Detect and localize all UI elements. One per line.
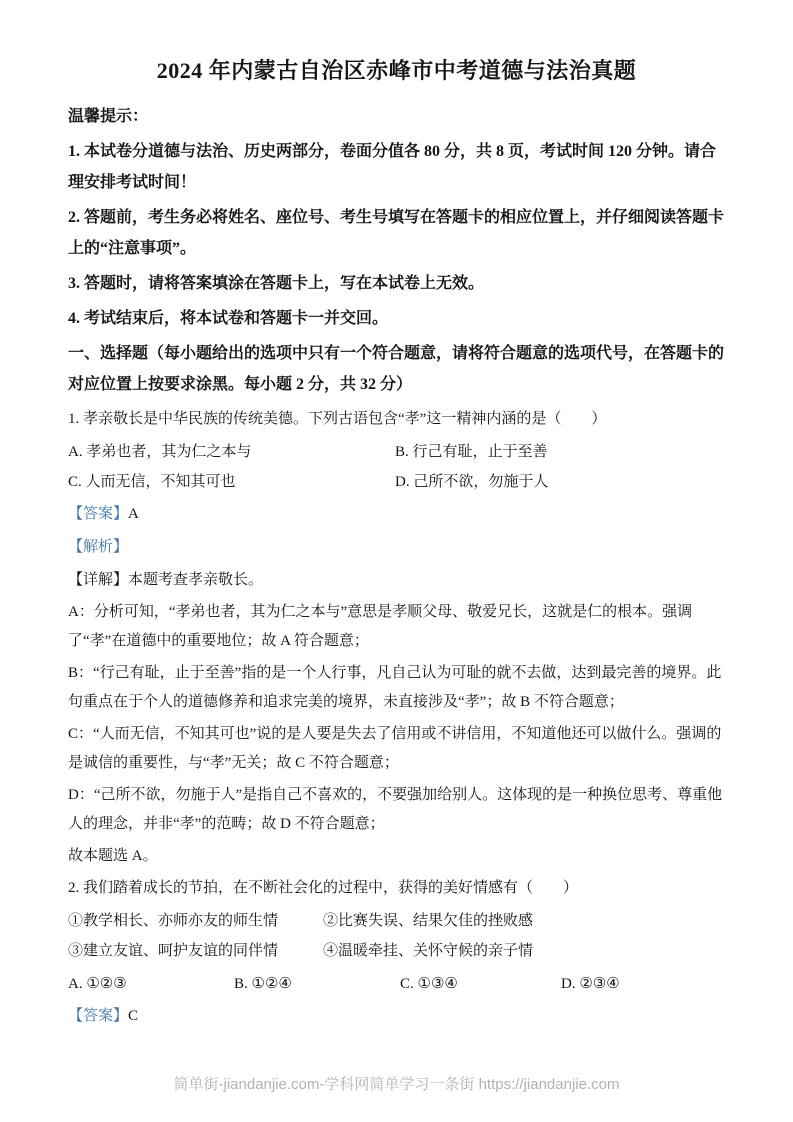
question-1-option-a: A. 孝弟也者，其为仁之本与 — [68, 444, 252, 460]
footer-watermark: 简单街-jiandanjie.com-学科网简单学习一条街 https://jiandanjie.com — [173, 1076, 620, 1093]
analysis-paragraph-c: C：“人而无信，不知其可也”说的是人要是失去了信用或不讲信用，不知道他还可以做什么。强调的是诚信的重要性，与“孝”无关；故 C 不符合题意； — [68, 726, 722, 771]
notice-item-3: 3. 答题时，请将答案填涂在答题卡上，写在本试卷上无效。 — [68, 275, 485, 292]
question-1-option-d: D. 己所不欲，勿施于人 — [395, 474, 549, 490]
question-2-answer-line — [68, 1002, 725, 1031]
analysis-paragraph-b: B：“行己有耻，止于至善”指的是一个人行事，凡自己认为可耻的就不去做，达到最完善的境界。此句重点在于个人的道德修养和追求完美的境界，未直接涉及“孝”；故 B 不符合题意； — [68, 665, 722, 710]
detail-text: 本题考查孝亲敬长。 — [128, 572, 264, 588]
analysis-paragraph-a: A：分析可知，“孝弟也者，其为仁之本与”意思是孝顺父母、敬爱兄长，这就是仁的根本。强调了“孝”在道德中的重要地位；故 A 符合题意； — [68, 604, 693, 649]
analysis-paragraph-d: D：“己所不欲，勿施于人”是指自己不喜欢的，不要强加给别人。这体现的是一种换位思考、尊重他人的理念，并非“孝”的范畴；故 D 不符合题意； — [68, 787, 723, 832]
notice-item-1: 1. 本试卷分道德与法治、历史两部分，卷面分值各 80 分，共 8 页，考试时间 120 分钟。请合理安排考试时间！ — [68, 143, 717, 191]
detail-label: 【详解】 — [68, 572, 129, 588]
question-2-item-1: ①教学相长、亦师亦友的师生情 — [68, 913, 279, 929]
question-1 — [68, 405, 725, 871]
answer-value: C — [128, 1008, 139, 1024]
answer-value: A — [128, 506, 139, 522]
question-2-item-2: ②比赛失误、结果欠佳的挫败感 — [323, 913, 534, 929]
page-title: 2024 年内蒙古自治区赤峰市中考道德与法治真题 — [156, 58, 637, 83]
question-1-option-c: C. 人而无信，不知其可也 — [68, 474, 236, 490]
question-2-stem: 2. 我们踏着成长的节拍，在不断社会化的过程中，获得的美好情感有（ ） — [68, 880, 579, 896]
question-1-answer-line — [68, 500, 725, 529]
question-2 — [68, 874, 725, 1031]
question-2-option-d: D. ②③④ — [561, 976, 620, 992]
question-1-option-b: B. 行己有耻，止于至善 — [395, 444, 548, 460]
answer-label: 【答案】 — [68, 506, 129, 522]
question-1-conclusion: 故本题选 A。 — [68, 848, 158, 864]
question-2-item-3: ③建立友谊、呵护友谊的同伴情 — [68, 943, 279, 959]
section-heading: 一、选择题（每小题给出的选项中只有一个符合题意，请将符合题意的选项代号，在答题卡的对应位置上按要求涂黑。每小题 2 分，共 32 分） — [68, 345, 725, 393]
question-1-detail-line — [68, 566, 725, 595]
question-2-option-a: A. ①②③ — [68, 976, 127, 992]
question-2-item-4: ④温暖牵挂、关怀守候的亲子情 — [323, 943, 534, 959]
question-1-options — [68, 437, 725, 497]
question-2-option-c: C. ①③④ — [400, 976, 458, 992]
notice-item-2: 2. 答题前，考生务必将姓名、座位号、考生号填写在答题卡的相应位置上，并仔细阅读答题卡上的“注意事项”。 — [68, 209, 725, 257]
analysis-label: 【解析】 — [68, 539, 129, 555]
question-1-stem: 1. 孝亲敬长是中华民族的传统美德。下列古语包含“孝”这一精神内涵的是（ ） — [68, 411, 607, 427]
answer-label: 【答案】 — [68, 1008, 129, 1024]
notice-item-4: 4. 考试结束后，将本试卷和答题卡一并交回。 — [68, 310, 389, 327]
notice-header: 温馨提示： — [68, 108, 149, 125]
question-2-options — [68, 969, 725, 999]
question-2-items — [68, 906, 725, 966]
question-2-option-b: B. ①②④ — [234, 976, 292, 992]
question-1-analysis-label-line — [68, 533, 725, 562]
